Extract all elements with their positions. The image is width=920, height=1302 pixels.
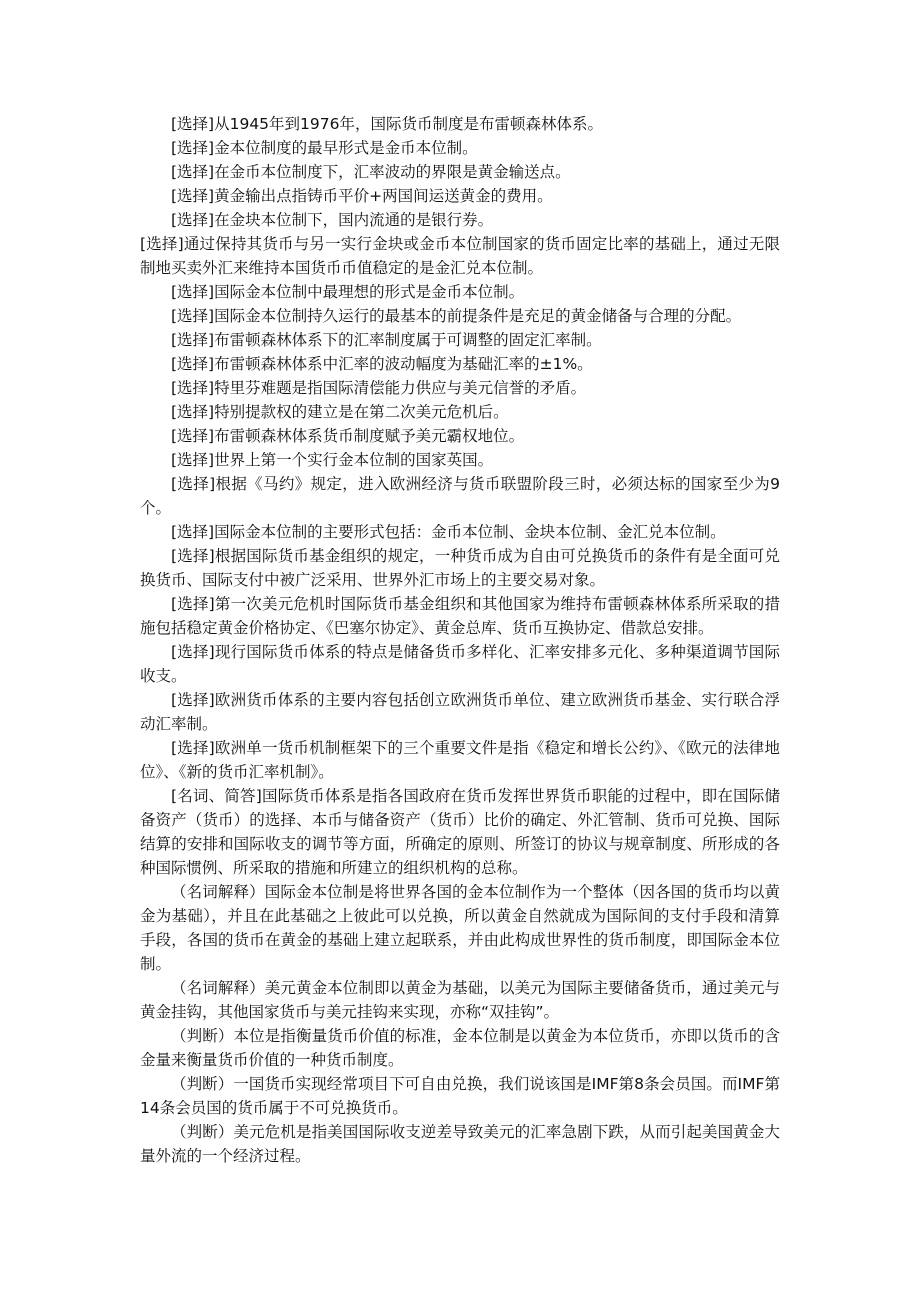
paragraph: [选择]特里芬难题是指国际清偿能力供应与美元信誉的矛盾。 <box>171 379 587 397</box>
paragraph: [选择]金本位制度的最早形式是金币本位制。 <box>171 139 478 157</box>
paragraph: [选择]国际金本位制中最理想的形式是金币本位制。 <box>171 283 525 301</box>
paragraph: [选择]特别提款权的建立是在第二次美元危机后。 <box>171 403 509 421</box>
document-body <box>140 112 780 1168</box>
paragraph: [选择]布雷顿森林体系货币制度赋予美元霸权地位。 <box>171 427 525 445</box>
paragraph: [选择]现行国际货币体系的特点是储备货币多样化、汇率安排多元化、多种渠道调节国际收支。 <box>140 643 780 685</box>
paragraph: [选择]从1945年到1976年，国际货币制度是布雷顿森林体系。 <box>171 115 603 133</box>
paragraph: [选择]国际金本位制持久运行的最基本的前提条件是充足的黄金储备与合理的分配。 <box>171 307 742 325</box>
paragraph: （判断）美元危机是指美国国际收支逆差导致美元的汇率急剧下跌，从而引起美国黄金大量外流的一个经济过程。 <box>140 1123 780 1165</box>
paragraph: [选择]布雷顿森林体系中汇率的波动幅度为基础汇率的±1%。 <box>171 355 593 373</box>
paragraph: （判断）本位是指衡量货币价值的标准，金本位制是以黄金为本位货币，亦即以货币的含金量来衡量货币价值的一种货币制度。 <box>140 1027 780 1069</box>
paragraph: [选择]根据国际货币基金组织的规定，一种货币成为自由可兑换货币的条件有是全面可兑换货币、国际支付中被广泛采用、世界外汇市场上的主要交易对象。 <box>140 547 780 589</box>
paragraph: [选择]布雷顿森林体系下的汇率制度属于可调整的固定汇率制。 <box>171 331 602 349</box>
paragraph: [名词、简答]国际货币体系是指各国政府在货币发挥世界货币职能的过程中，即在国际储备资产（货币）的选择、本币与储备资产（货币）比价的确定、外汇管制、货币可兑换、国际结算的安排和国际收支的调节等方面，所确定的原则、所签订的协议与规章制度、所形成的各种国际惯例、所采取的措施和所建立的组织机构的总称。 <box>140 787 780 877</box>
paragraph: [选择]第一次美元危机时国际货币基金组织和其他国家为维持布雷顿森林体系所采取的措施包括稳定黄金价格协定、《巴塞尔协定》、黄金总库、货币互换协定、借款总安排。 <box>140 595 780 637</box>
paragraph: [选择]根据《马约》规定，进入欧洲经济与货币联盟阶段三时，必须达标的国家至少为9个。 <box>140 475 780 517</box>
paragraph: [选择]国际金本位制的主要形式包括：金币本位制、金块本位制、金汇兑本位制。 <box>171 523 726 541</box>
paragraph: （名词解释）国际金本位制是将世界各国的金本位制作为一个整体（因各国的货币均以黄金为基础），并且在此基础之上彼此可以兑换，所以黄金自然就成为国际间的支付手段和清算手段，各国的货币在黄金的基础上建立起联系，并由此构成世界性的货币制度，即国际金本位制。 <box>140 883 780 973</box>
paragraph: （名词解释）美元黄金本位制即以黄金为基础，以美元为国际主要储备货币，通过美元与黄金挂钩，其他国家货币与美元挂钩来实现，亦称“双挂钩”。 <box>140 979 780 1021</box>
paragraph: [选择]世界上第一个实行金本位制的国家英国。 <box>171 451 494 469</box>
paragraph: [选择]欧洲单一货币机制框架下的三个重要文件是指《稳定和增长公约》、《欧元的法律地位》、《新的货币汇率机制》。 <box>140 739 780 781</box>
paragraph: [选择]在金币本位制度下，汇率波动的界限是黄金输送点。 <box>171 163 571 181</box>
paragraph: [选择]在金块本位制下，国内流通的是银行券。 <box>171 211 494 229</box>
paragraph: [选择]通过保持其货币与另一实行金块或金币本位制国家的货币固定比率的基础上，通过无限制地买卖外汇来维持本国货币币值稳定的是金汇兑本位制。 <box>140 235 780 277</box>
paragraph: [选择]黄金输出点指铸币平价+两国间运送黄金的费用。 <box>171 187 553 205</box>
paragraph: （判断）一国货币实现经常项目下可自由兑换，我们说该国是IMF第8条会员国。而IMF第14条会员国的货币属于不可兑换货币。 <box>140 1075 780 1117</box>
paragraph: [选择]欧洲货币体系的主要内容包括创立欧洲货币单位、建立欧洲货币基金、实行联合浮动汇率制。 <box>140 691 780 733</box>
